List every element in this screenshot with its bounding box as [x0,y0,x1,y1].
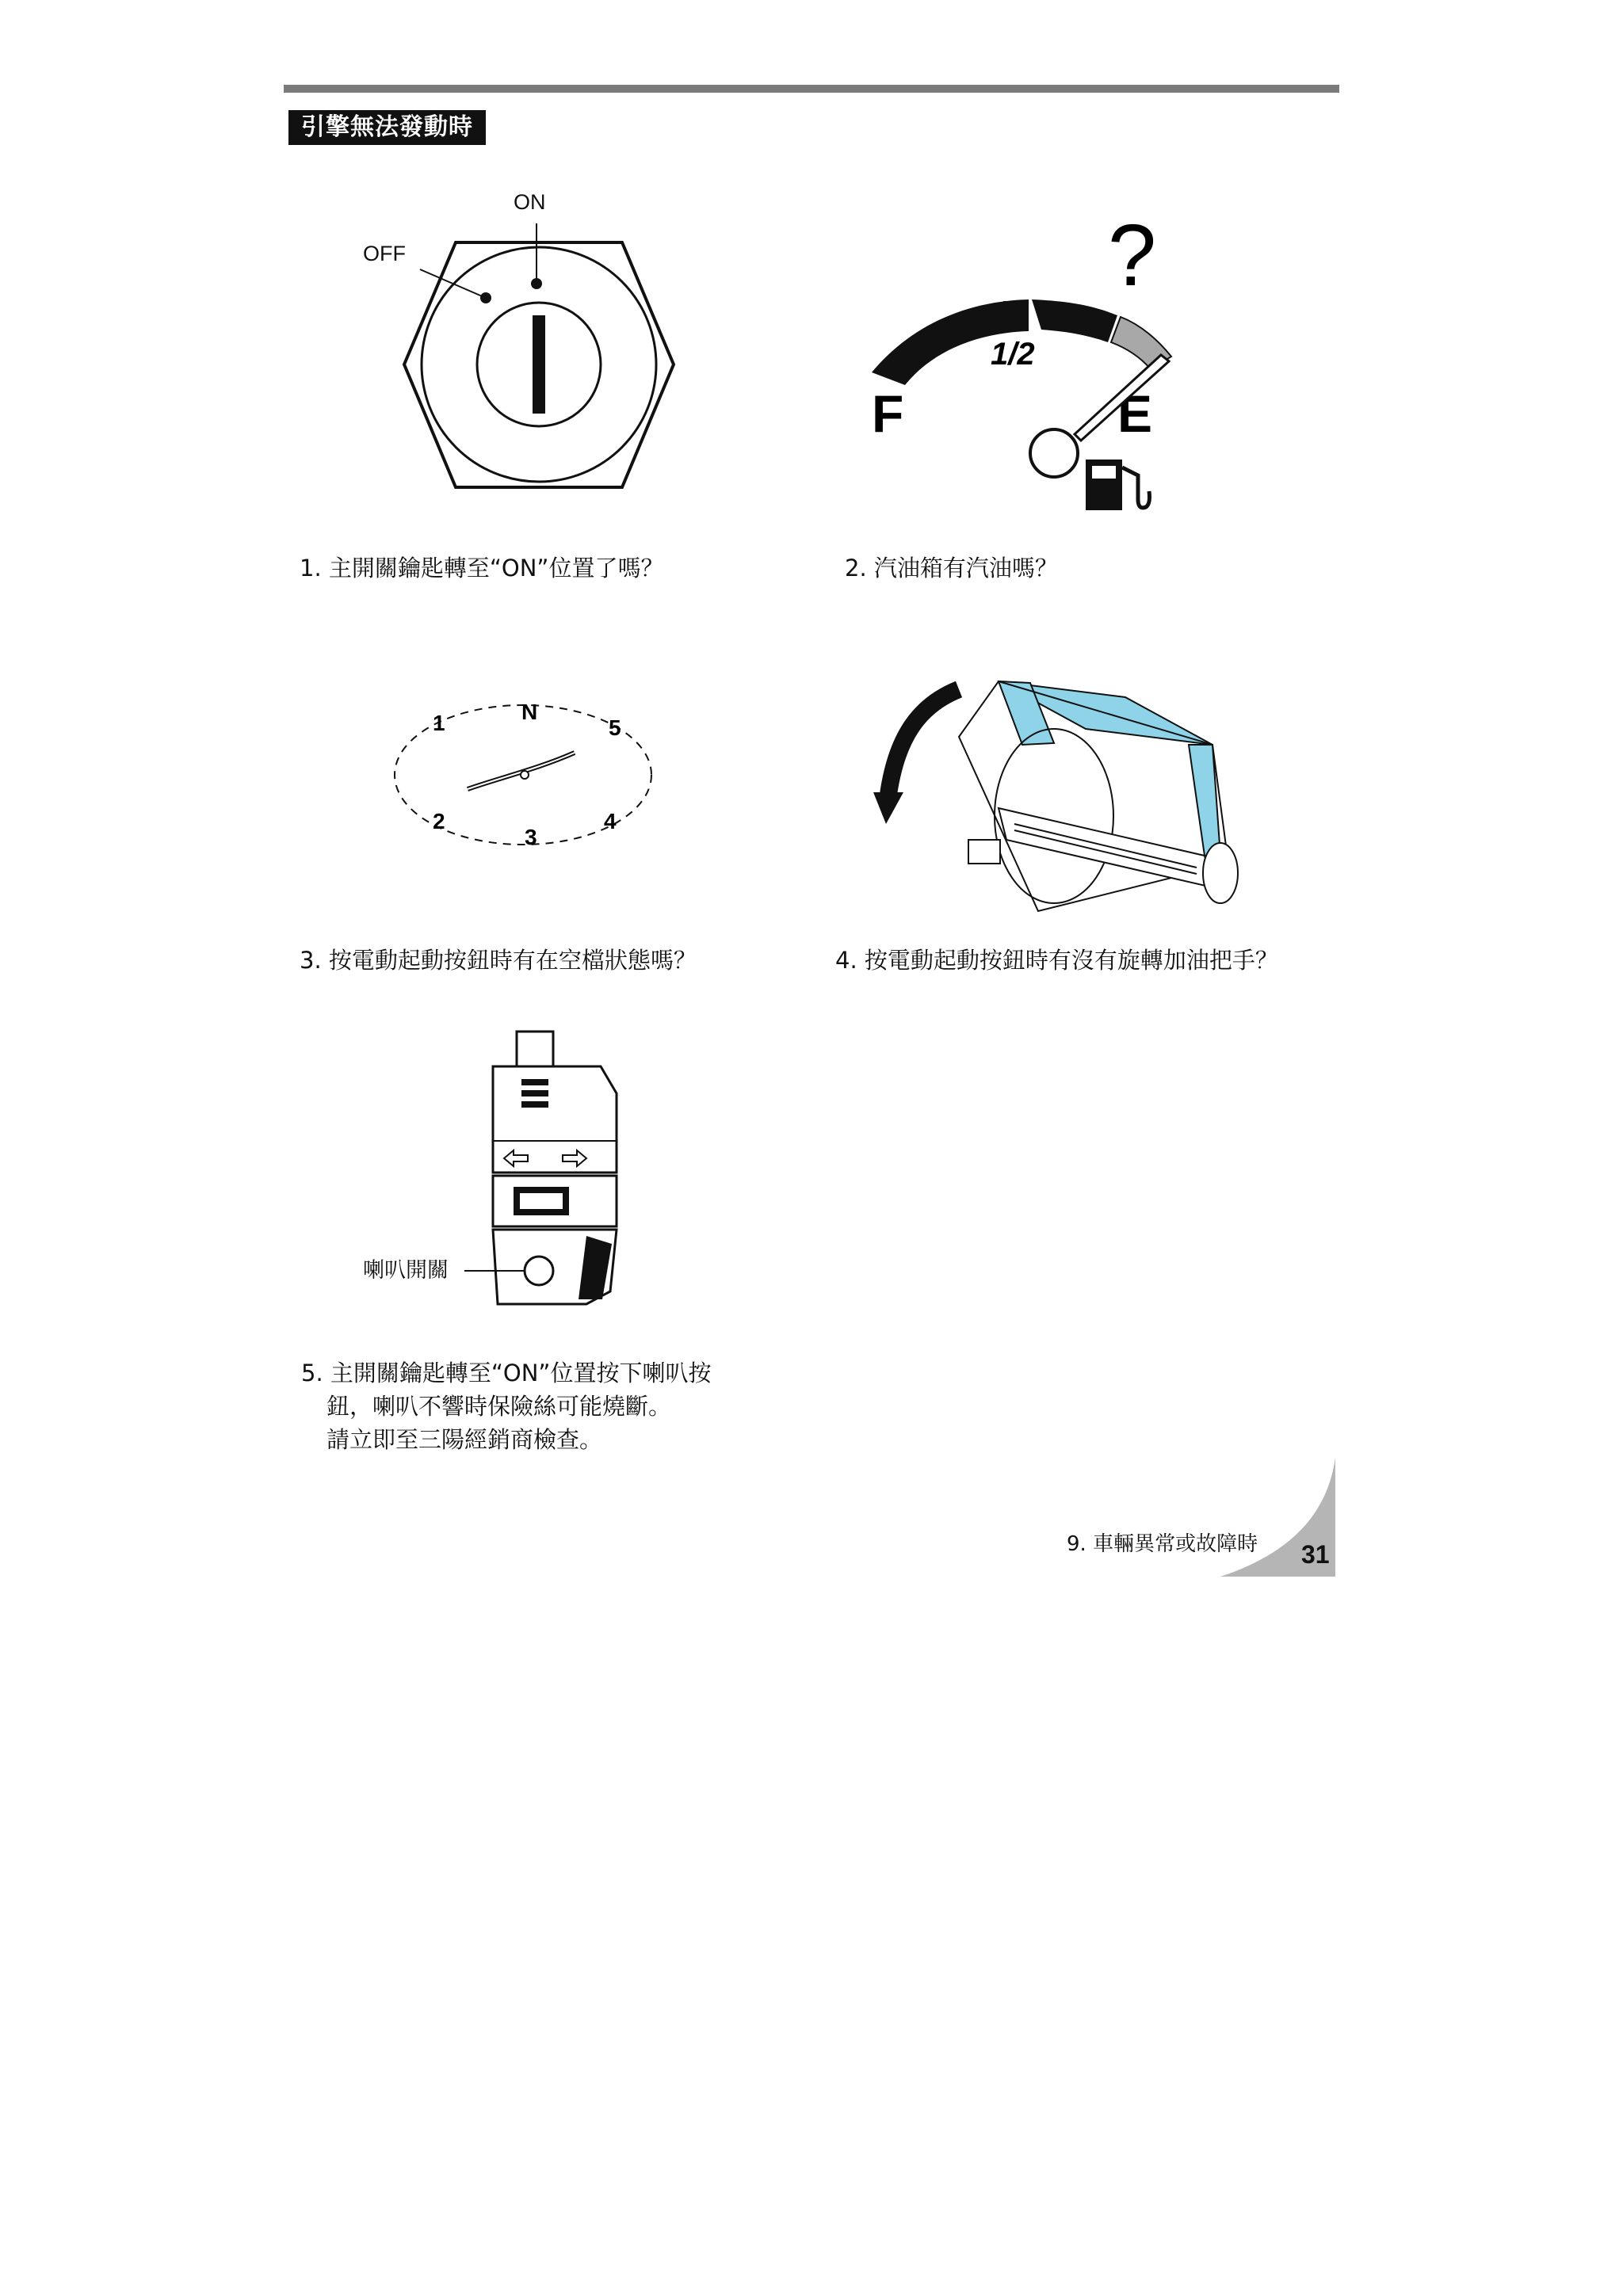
footer-chapter: 9. 車輛異常或故障時 [1067,1532,1258,1556]
caption-2: 2. 汽油箱有汽油嗎？ [845,555,1058,582]
gear-shift-pattern-illustration [380,689,666,864]
off-label: OFF [363,242,406,265]
fuel-pump-icon [1086,460,1150,510]
top-rule [284,85,1339,93]
question-mark: ? [1108,207,1157,304]
gear-4: 4 [604,809,617,833]
caption-5-line-2: 鈕，喇叭不響時保險絲可能燒斷。 [327,1393,672,1420]
gear-3: 3 [525,825,537,849]
rotation-arrow-icon [873,792,903,824]
gear-1: 1 [433,711,445,735]
caption-1: 1. 主開關鑰匙轉至“ON”位置了嗎？ [300,555,664,582]
horn-switch-label: 喇叭開關 [363,1258,449,1283]
on-label: ON [514,190,546,214]
gear-2: 2 [433,809,445,833]
caption-3: 3. 按電動起動按鈕時有在空檔狀態嗎？ [300,947,697,974]
ignition-switch-illustration [380,182,697,515]
caption-4: 4. 按電動起動按鈕時有沒有旋轉加油把手？ [835,947,1278,974]
horn-button-icon [525,1257,553,1285]
caption-5-line-3: 請立即至三陽經銷商檢查。 [327,1426,603,1453]
gauge-e-label: E [1117,384,1153,443]
gear-5: 5 [609,715,621,740]
gear-n: N [521,700,538,724]
section-title: 引擎無法發動時 [288,110,486,145]
page-number: 31 [1301,1540,1330,1569]
throttle-grip-illustration [872,673,1252,919]
gauge-half-label: 1/2 [991,337,1035,372]
gauge-f-label: F [872,384,904,443]
handlebar-switch-illustration [475,1030,634,1315]
caption-5-line-1: 5. 主開關鑰匙轉至“ON”位置按下喇叭按 [301,1360,712,1386]
fuel-gauge-illustration [856,206,1189,523]
